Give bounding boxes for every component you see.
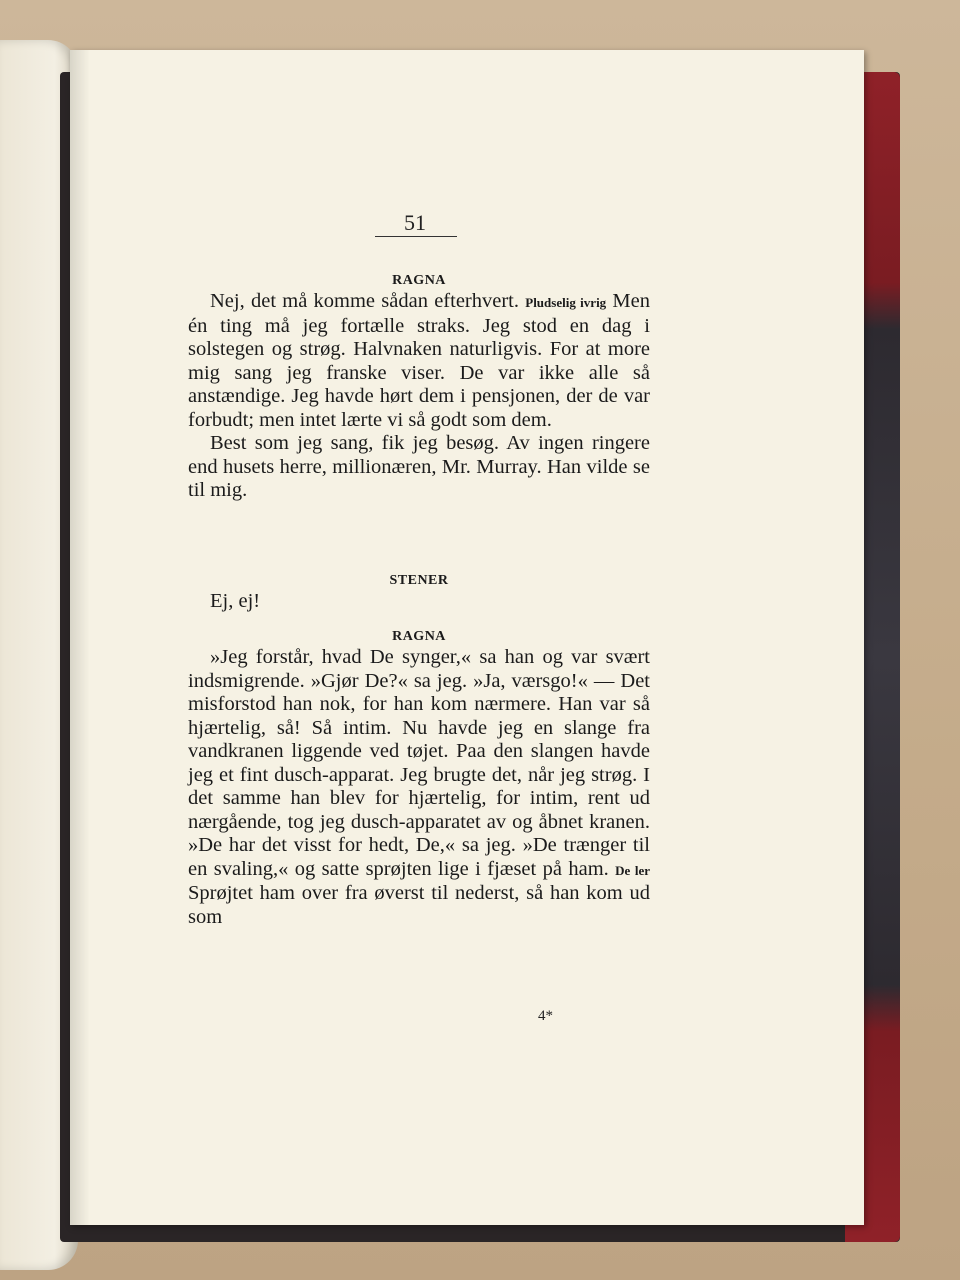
dialogue-paragraph: Ej, ej!	[210, 590, 261, 612]
speaker-name: RAGNA	[392, 273, 446, 288]
dialogue-text: »Jeg forstår, hvad De synger,« sa han og var svært indsmigrende. »Gjør De?« sa jeg. »Ja, værsgo!« — Det misforstod han nok, for han kom nærmere. Han var så hjærtelig, så! Så intim. Nu havde jeg en slange fra vandkranen liggende ved tøjet. Paa den slangen havde jeg et fint dusch-apparat. Jeg brugte det, når jeg strøg. I det samme han blev for hjærtelig, for intim, rent ud nærgående, tog jeg dusch-apparatet av og åbnet kranen. »De har det visst for hedt, De,« sa jeg. »De trænger til en svaling,« og satte sprøjten lige i fjæset på ham.	[188, 646, 650, 880]
gutter-shadow	[70, 50, 90, 1225]
dialogue-block-ragna-2	[188, 628, 650, 929]
dialogue-paragraph	[188, 290, 650, 432]
dialogue-text: Men én ting må jeg fortælle straks. Jeg stod en dag i solstegen og strøg. Halvnaken naturligvis. For at more mig sang jeg franske viser. De var ikke alle så anstændige. Jeg havde hørt dem i pensjonen, der de var forbudt; men intet lærte vi så godt som dem.	[188, 290, 651, 431]
dialogue-text: Sprøjtet ham over fra øverst til nederst, så han kom ud som	[188, 882, 650, 928]
dialogue-block-ragna-1	[188, 272, 650, 503]
book-page	[70, 50, 864, 1225]
dialogue-block-stener	[188, 572, 650, 614]
page-number: 51	[404, 210, 426, 235]
dialogue-paragraph: Best som jeg sang, fik jeg besøg. Av ingen ringere end husets herre, millionæren, Mr. Murray. Han vilde se til mig.	[188, 432, 650, 501]
dialogue-paragraph	[188, 646, 650, 929]
stage-direction: Pludselig ivrig	[525, 295, 607, 310]
page-number-rule	[375, 236, 457, 237]
speaker-name: RAGNA	[392, 629, 446, 644]
stage-direction: De ler	[615, 862, 651, 878]
dialogue-text: Nej, det må komme sådan efterhvert.	[210, 290, 519, 312]
speaker-name: STENER	[389, 573, 449, 588]
signature-mark: 4*	[538, 1008, 553, 1024]
